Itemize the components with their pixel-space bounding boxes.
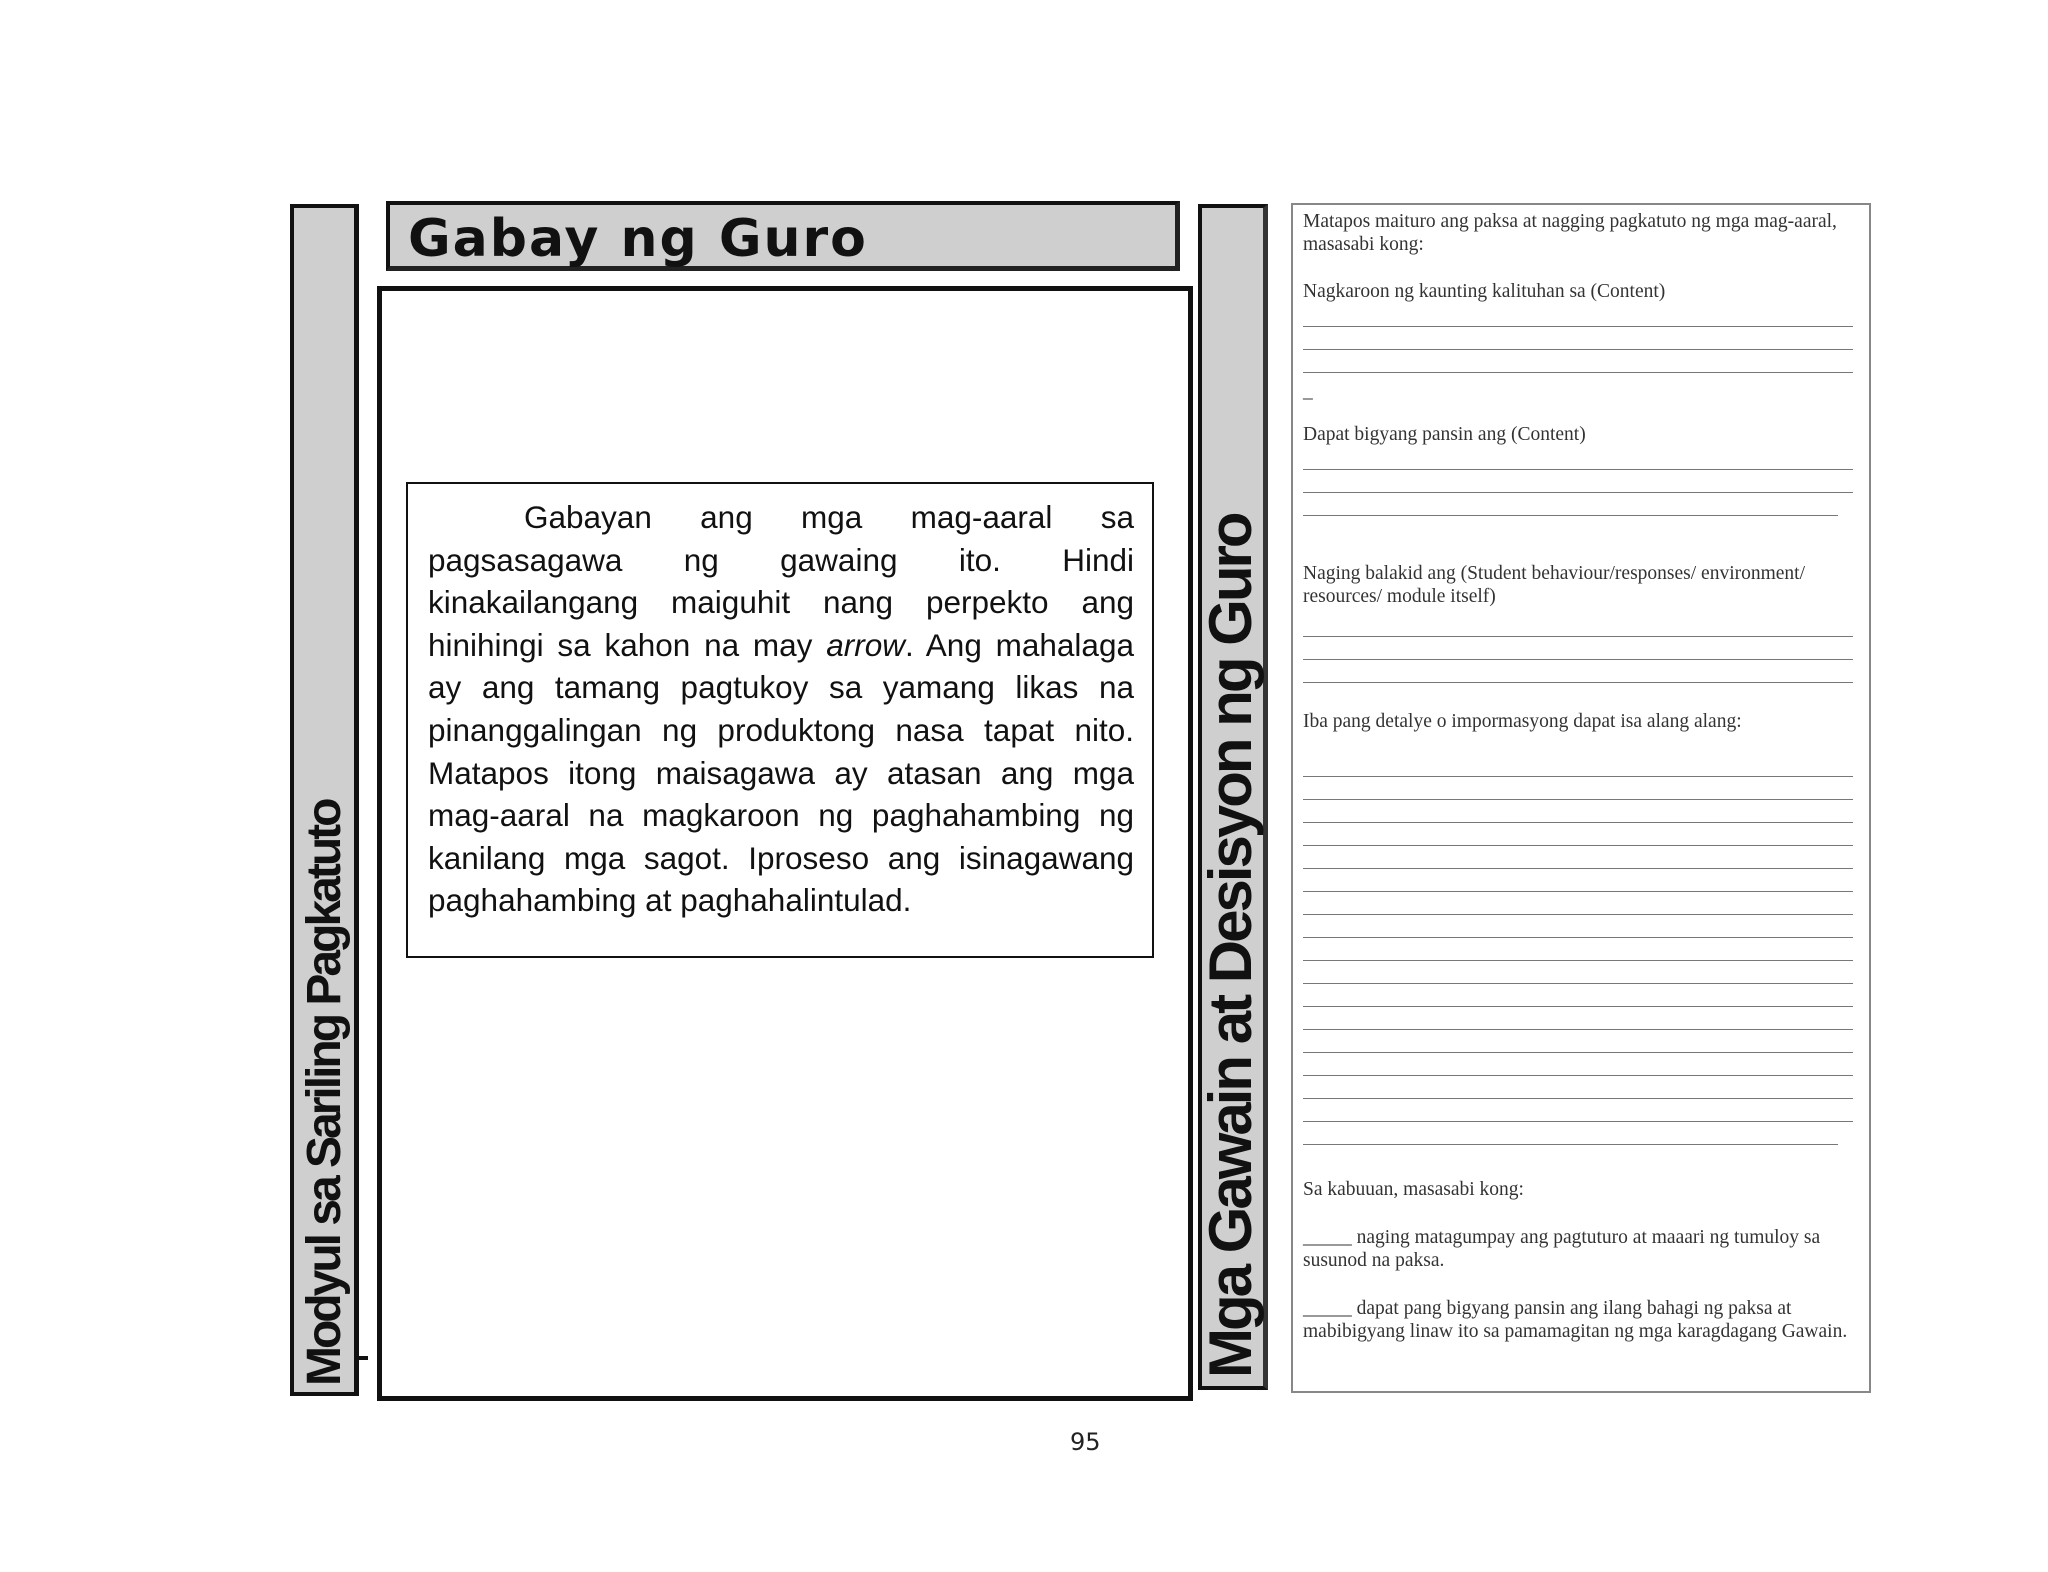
reflection-option-needs-attention: _____ dapat pang bigyang pansin ang ilang bahagi ng paksa at mabibigyang linaw ito sa pamamagitan ng mga karagdagang Gawain. — [1303, 1298, 1848, 1342]
reflection-summary: Sa kabuuan, masasabi kong: — [1303, 1179, 1524, 1200]
writing-line — [1303, 1121, 1853, 1122]
writing-line — [1303, 1029, 1853, 1030]
writing-line — [1303, 799, 1853, 800]
title-bar — [386, 201, 1180, 271]
spine-tick — [356, 1356, 368, 1360]
writing-line — [1303, 492, 1853, 493]
instruction-paragraph — [428, 496, 1134, 922]
reflection-prompt-attention: Dapat bigyang pansin ang (Content) — [1303, 424, 1586, 445]
instruction-text-part1: Gabayan ang mga mag-aaral sa pagsasagawa ng gawaing ito. Hindi kinakailangang maiguhit nang perpekto ang hinihingi sa kahon na may — [428, 499, 1134, 663]
writing-line — [1303, 636, 1853, 637]
writing-line — [1303, 1052, 1853, 1053]
writing-line — [1303, 868, 1853, 869]
writing-line — [1303, 937, 1853, 938]
reflection-prompt-content-confusion: Nagkaroon ng kaunting kalituhan sa (Content) — [1303, 281, 1666, 302]
left-spine-label: Modyul sa Sariling Pagkatuto — [298, 800, 351, 1386]
page-title: Gabay ng Guro — [408, 209, 868, 269]
writing-line — [1303, 891, 1853, 892]
writing-line — [1303, 776, 1853, 777]
writing-line — [1303, 1075, 1853, 1076]
reflection-prompt-other-details: Iba pang detalye o impormasyong dapat isa alang alang: — [1303, 711, 1742, 732]
writing-line — [1303, 845, 1853, 846]
right-spine-label: Mga Gawain at Desisyon ng Guro — [1196, 514, 1264, 1378]
reflection-prompt-obstacle: Naging balakid ang (Student behaviour/responses/ environment/ resources/ module itself) — [1303, 563, 1806, 607]
writing-dash: _ — [1303, 381, 1313, 402]
instruction-box — [406, 482, 1154, 958]
writing-line — [1303, 349, 1853, 350]
instruction-italic-word: arrow — [826, 626, 905, 663]
writing-line — [1303, 659, 1853, 660]
writing-line — [1303, 914, 1853, 915]
writing-line — [1303, 1006, 1853, 1007]
reflection-option-success: _____ naging matagumpay ang pagtuturo at maaari ng tumuloy sa susunod na paksa. — [1303, 1227, 1821, 1271]
writing-line — [1303, 960, 1853, 961]
writing-line — [1303, 682, 1853, 683]
page-number: 95 — [1070, 1428, 1101, 1456]
left-spine — [290, 204, 359, 1396]
reflection-intro: Matapos maituro ang paksa at nagging pagkatuto ng mga mag-aaral, masasabi kong: — [1303, 211, 1837, 255]
reflection-panel — [1291, 203, 1871, 1393]
writing-line — [1303, 469, 1853, 470]
writing-line — [1303, 1144, 1838, 1145]
writing-line — [1303, 515, 1838, 516]
writing-line — [1303, 822, 1853, 823]
writing-line — [1303, 372, 1853, 373]
instruction-text-part2: . Ang mahalaga ay ang tamang pagtukoy sa yamang likas na pinanggalingan ng produktong nasa tapat nito. Matapos itong maisagawa ay atasan ang mga mag-aaral na magkaroon ng paghahambing ng kanilang mga sagot. Iproseso ang isinagawang paghahambing at paghahalintulad. — [428, 626, 1134, 919]
writing-line — [1303, 1098, 1853, 1099]
writing-line — [1303, 983, 1853, 984]
writing-line — [1303, 326, 1853, 327]
right-spine — [1198, 204, 1268, 1390]
